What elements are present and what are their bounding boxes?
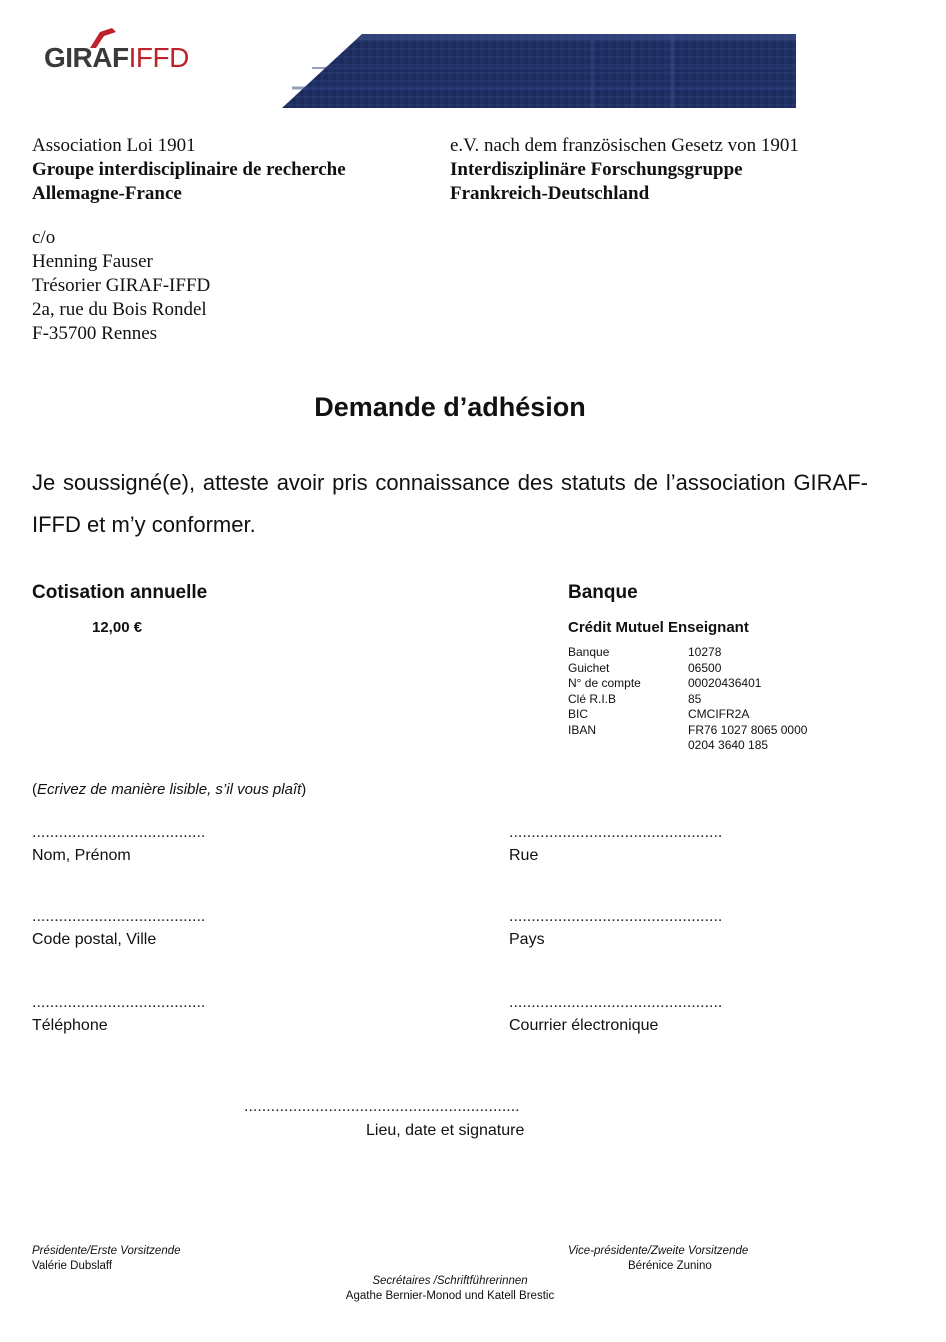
bank-row-value: 85 (688, 691, 702, 706)
president-name: Valérie Dubslaff (32, 1260, 113, 1272)
address-city: F-35700 Rennes (32, 323, 158, 344)
bank-name: Crédit Mutuel Enseignant (568, 619, 749, 636)
president-role: Présidente/Erste Vorsitzende (32, 1245, 181, 1257)
bank-row-label: N° de compte (568, 676, 641, 690)
assoc-law: Association Loi 1901 (32, 135, 196, 156)
address-role: Trésorier GIRAF-IFFD (32, 275, 211, 296)
secretary-names: Agathe Bernier-Monod und Katell Brestic (345, 1290, 555, 1302)
tel-label: Téléphone (32, 1017, 108, 1034)
cotisation-amount: 12,00 € (92, 619, 143, 636)
bank-row (568, 723, 848, 739)
mail-label: Courrier électronique (509, 1017, 659, 1034)
code-label: Code postal, Ville (32, 931, 157, 948)
bank-row-label (568, 738, 688, 754)
bank-row (568, 661, 848, 677)
bank-row-label: Banque (568, 645, 610, 659)
code-dotted-line[interactable]: ....................................... (32, 908, 206, 925)
bank-row-label: Clé R.I.B (568, 691, 617, 706)
logo-iffd-text: IFFD (128, 42, 189, 73)
logo-giraf-text: GIRAF (44, 42, 129, 73)
footer-vice-president (568, 1244, 808, 1274)
bank-row-label: BIC (568, 707, 589, 721)
instruction-open: ( (32, 781, 37, 798)
giraffe-icon (86, 26, 120, 50)
vice-role: Vice-présidente/Zweite Vorsitzende (568, 1245, 749, 1257)
bank-heading: Banque (568, 582, 638, 603)
bank-row (568, 738, 848, 754)
signature-dotted-line[interactable]: .............................................................. (244, 1098, 520, 1115)
postal-address (32, 226, 210, 346)
assoc-name-fr-1: Groupe interdisciplinaire de recherche (32, 159, 346, 180)
mail-dotted-line[interactable]: ................................................ (509, 994, 723, 1011)
assoc-name-de-2: Frankreich-Deutschland (450, 183, 650, 204)
address-co: c/o (32, 227, 56, 248)
instruction-close: ) (301, 781, 307, 798)
bank-row (568, 676, 848, 692)
address-name: Henning Fauser (32, 251, 153, 272)
footer-president (32, 1244, 181, 1274)
bank-row-label: IBAN (568, 722, 597, 737)
bank-row-value: 06500 (688, 660, 722, 675)
bank-row (568, 645, 848, 661)
signature-label: Lieu, date et signature (366, 1122, 525, 1139)
bank-row-value: 0204 3640 185 (688, 738, 769, 752)
bank-details (568, 645, 848, 754)
bank-row-value: 10278 (688, 645, 722, 659)
instruction-text: Ecrivez de manière lisible, s’il vous plaît (37, 781, 302, 798)
bank-row-value: FR76 1027 8065 0000 (688, 722, 808, 737)
assoc-law-de: e.V. nach dem französischen Gesetz von 1901 (450, 135, 799, 156)
legibility-instruction (32, 781, 306, 798)
intro-statement: Je soussigné(e), atteste avoir pris connaissance des statuts de l’association GIRAF-IFFD et m’y conformer. (32, 470, 868, 537)
bank-row (568, 692, 848, 708)
bank-row-value: 00020436401 (688, 676, 762, 690)
pays-dotted-line[interactable]: ................................................ (509, 908, 723, 925)
nom-label: Nom, Prénom (32, 847, 131, 864)
assoc-name-fr-2: Allemagne-France (32, 183, 182, 204)
address-street: 2a, rue du Bois Rondel (32, 299, 207, 320)
bank-row-label: Guichet (568, 660, 610, 675)
page-title: Demande d’adhésion (314, 392, 586, 422)
bank-row-value: CMCIFR2A (688, 707, 750, 721)
vice-name: Bérénice Zunino (628, 1260, 712, 1272)
header-right (450, 134, 799, 206)
cotisation-heading: Cotisation annuelle (32, 582, 208, 603)
footer-secretaries (0, 1274, 900, 1304)
assoc-name-de-1: Interdisziplinäre Forschungsgruppe (450, 159, 743, 180)
bank-row (568, 707, 848, 723)
header-left (32, 134, 346, 206)
nom-dotted-line[interactable]: ....................................... (32, 824, 206, 841)
tel-dotted-line[interactable]: ....................................... (32, 994, 206, 1011)
rue-label: Rue (509, 847, 539, 864)
secretary-role: Secrétaires /Schriftführerinnen (372, 1275, 528, 1287)
pays-label: Pays (509, 931, 545, 948)
rue-dotted-line[interactable]: ................................................ (509, 824, 723, 841)
